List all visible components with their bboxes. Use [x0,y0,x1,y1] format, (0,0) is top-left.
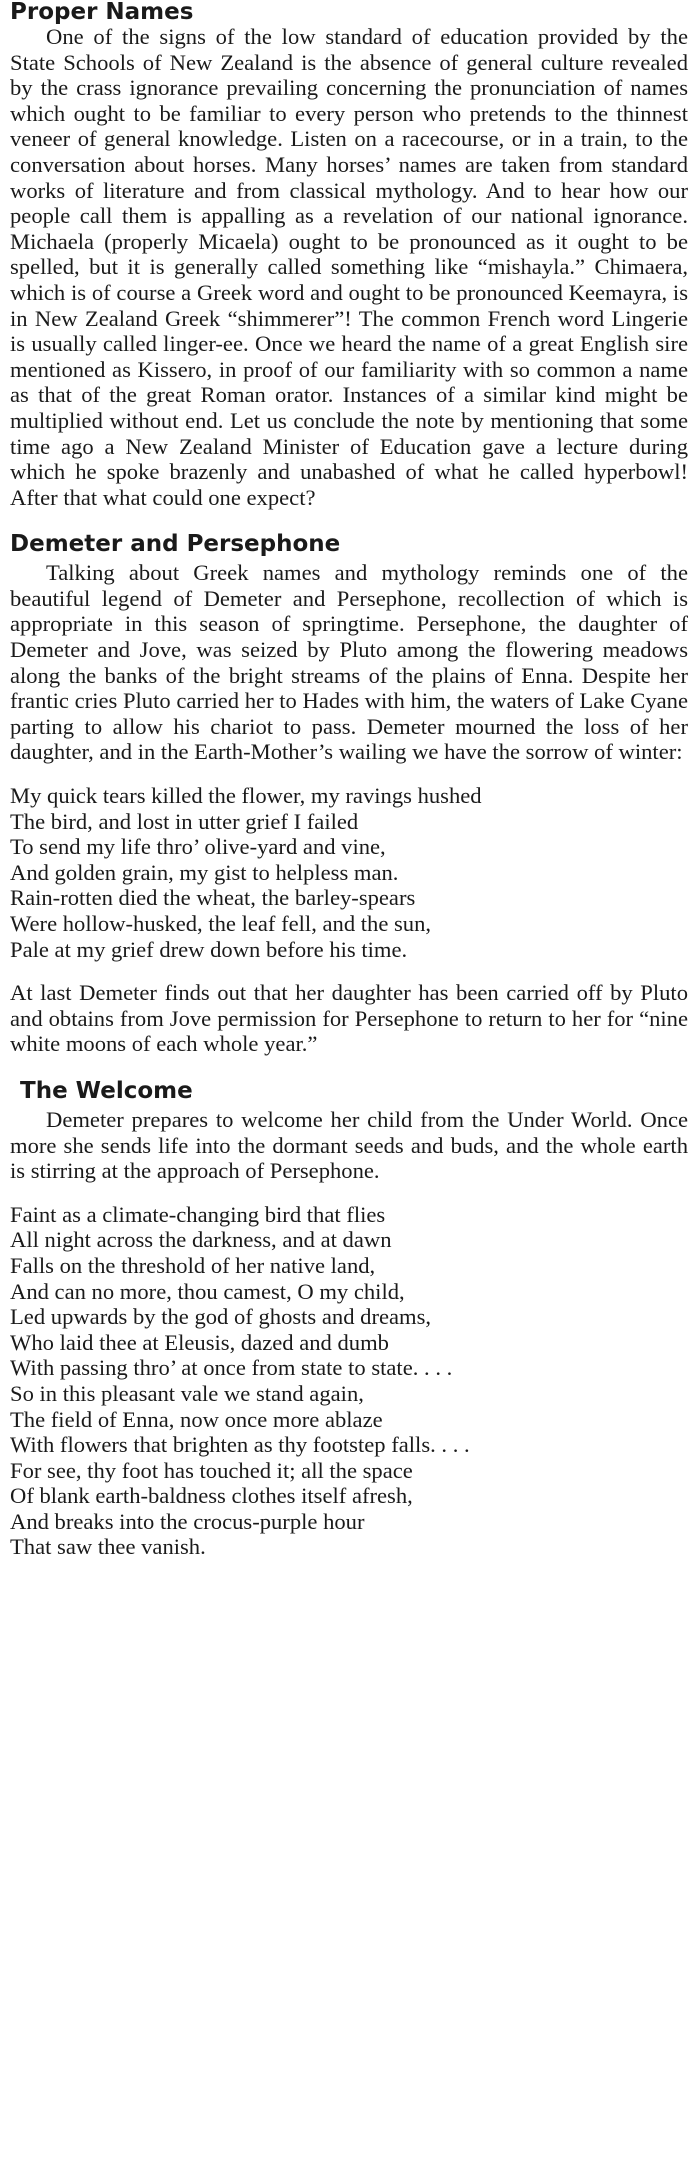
verse-line: To send my life thro’ olive-yard and vine, [10,834,386,860]
verse-line: Faint as a climate-changing bird that flies [10,1201,386,1227]
verse-line: Pale at my grief drew down before his time. [10,936,408,962]
section-heading: Demeter and Persephone [10,531,341,558]
section-proper-names [10,0,688,510]
verse-line: Led upwards by the god of ghosts and dreams, [10,1304,432,1330]
verse-line: Were hollow-husked, the leaf fell, and the sun, [10,911,432,936]
verse-line: With flowers that brighten as thy footstep falls. . . . [10,1432,470,1458]
verse-block [10,783,688,962]
verse-block [10,1202,688,1560]
body-paragraph: Talking about Greek names and mythology reminds one of the beautiful legend of Demeter and Persephone, recollection of which is appropriate in this season of springtime. Persephone, the daughter of Demeter and Jove, was seized by Pluto among the flowering meadows along the banks of the bright streams of the plains of Enna. Despite her frantic cries Pluto carried her to Hades with him, the waters of Lake Cyane parting to allow his chariot to pass. Demeter mourned the loss of her daughter, and in the Earth-Mother’s wailing we have the sorrow of winter: [10,560,688,765]
body-paragraph: Demeter prepares to welcome her child from the Under World. Once more she sends life into the dormant seeds and buds, and the whole earth is stirring at the approach of Persephone. [10,1106,688,1184]
verse-line: For see, thy foot has touched it; all the space [10,1457,413,1483]
section-the-welcome [10,1079,688,1560]
spacer [10,765,688,783]
spacer [10,962,688,980]
verse-line: With passing thro’ at once from state to state. . . . [10,1355,453,1381]
verse-line: And breaks into the crocus-purple hour [10,1508,365,1534]
verse-line: That saw thee vanish. [10,1534,206,1560]
body-paragraph: At last Demeter finds out that her daughter has been carried off by Pluto and obtains from Jove permission for Persephone to return to her for “nine white moons of each whole year.” [10,980,688,1057]
verse-line: Rain-rotten died the wheat, the barley-spears [10,885,416,911]
verse-line: So in this pleasant vale we stand again, [10,1380,364,1406]
verse-line: The bird, and lost in utter grief I failed [10,808,359,834]
verse-line: The field of Enna, now once more ablaze [10,1406,383,1432]
body-paragraph: One of the signs of the low standard of education provided by the State Schools of New Zealand is the absence of general culture revealed by the crass ignorance prevailing concerning the pronunciation of names which ought to be familiar to every person who pretends to the thinnest veneer of general knowledge. Listen on a racecourse, or in a train, to the conversation about horses. Many horses’ names are taken from standard works of literature and from classical mythology. And to hear how our people call them is appalling as a revelation of our national ignorance. Michaela (properly Micaela) ought to be pronounced as it ought to be spelled, but it is generally called something like “mishayla.” Chimaera, which is of course a Greek word and ought to be pronounced Keemayra, is in New Zealand Greek “shimmerer”! The common French word Lingerie is usually called linger-ee. Once we heard the name of a great English sire mentioned as Kissero, in proof of our familiarity with so common a name as that of the great Roman orator. Instances of a similar kind might be multiplied without end. Let us conclude the note by mentioning that some time ago a New Zealand Minister of Education gave a lecture during which he spoke brazenly and unabashed of what he called hyperbowl! After that what could one expect? [10,24,688,510]
section-heading: The Welcome [20,1077,193,1104]
verse-line: My quick tears killed the flower, my ravings hushed [10,783,482,809]
verse-line: And can no more, thou camest, O my child, [10,1278,405,1304]
verse-line: And golden grain, my gist to helpless man. [10,859,399,885]
spacer [10,1184,688,1202]
verse-line: All night across the darkness, and at dawn [10,1227,392,1253]
verse-line: Who laid thee at Eleusis, dazed and dumb [10,1329,389,1355]
verse-line: Of blank earth-baldness clothes itself afresh, [10,1483,413,1509]
section-heading: Proper Names [10,0,194,25]
verse-line: Falls on the threshold of her native land, [10,1252,376,1278]
section-demeter-and-persephone [10,532,688,1057]
